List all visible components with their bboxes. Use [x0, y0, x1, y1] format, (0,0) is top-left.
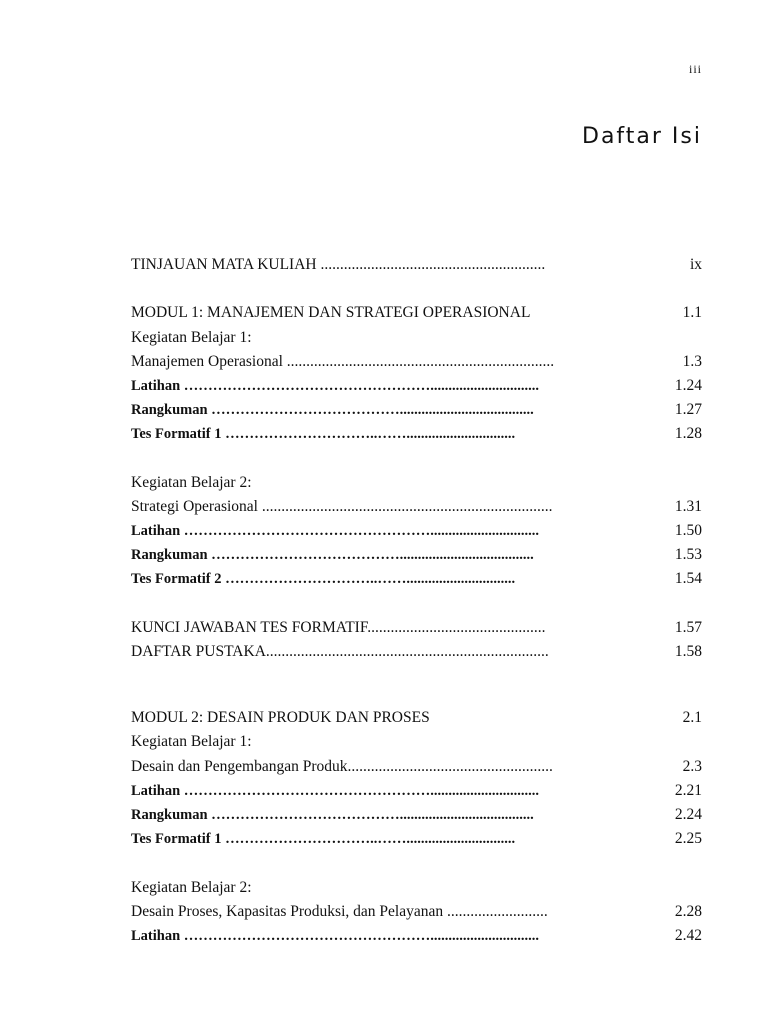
toc-entry-label: Latihan ……………………………………………..............................: [131, 377, 540, 394]
toc-entry-page: 2.21: [674, 781, 702, 799]
toc-entry-page: 2.25: [674, 830, 702, 848]
table-of-contents: [131, 253, 702, 948]
toc-entry-page: 1.53: [674, 546, 702, 564]
toc-entry-page: 2.1: [682, 709, 702, 727]
page-title: Daftar Isi: [582, 124, 702, 149]
toc-entry-label: Kegiatan Belajar 2:: [131, 473, 252, 491]
page-number: iii: [688, 62, 702, 76]
toc-entry-label: DAFTAR PUSTAKA.........................................................................: [131, 643, 549, 660]
toc-entry-page: 1.57: [674, 618, 702, 636]
toc-entry-page: 2.3: [682, 757, 702, 775]
toc-entry[interactable]: [131, 779, 702, 803]
toc-entry-label: Tes Formatif 1 …………………………..……..............................: [131, 831, 516, 848]
toc-entry[interactable]: [131, 900, 702, 924]
toc-entry-page: 1.58: [674, 643, 702, 660]
toc-spacer: [131, 851, 702, 875]
toc-entry[interactable]: [131, 730, 702, 754]
toc-entry[interactable]: [131, 755, 702, 779]
toc-spacer: [131, 664, 702, 706]
toc-spacer: [131, 447, 702, 471]
toc-entry[interactable]: [131, 326, 702, 350]
toc-entry-page: 1.50: [674, 522, 702, 540]
toc-entry-label: KUNCI JAWABAN TES FORMATIF..............................................: [131, 618, 546, 636]
toc-entry-label: TINJAUAN MATA KULIAH ..........................................................: [131, 256, 546, 273]
toc-entry-page: 1.1: [682, 304, 702, 322]
toc-entry-label: Kegiatan Belajar 2:: [131, 878, 252, 896]
toc-entry-label: Desain dan Pengembangan Produk.....................................................: [131, 757, 553, 775]
toc-entry-label: Latihan ……………………………………………..............................: [131, 927, 540, 944]
toc-entry-page: 2.24: [674, 805, 702, 823]
toc-entry-label: Strategi Operasional ...........................................................................: [131, 497, 553, 515]
toc-entry[interactable]: [131, 543, 702, 567]
toc-entry[interactable]: [131, 876, 702, 900]
toc-entry[interactable]: [131, 422, 702, 446]
toc-entry-label: Desain Proses, Kapasitas Produksi, dan Pelayanan ..........................: [131, 902, 548, 920]
toc-entry[interactable]: [131, 519, 702, 543]
toc-entry-label: Tes Formatif 2 …………………………..……..............................: [131, 571, 516, 588]
toc-entry-page: 1.31: [674, 497, 702, 515]
toc-entry-label: Rangkuman ………………………………….....................................: [131, 806, 534, 823]
toc-entry-label: Latihan ……………………………………………..............................: [131, 782, 540, 799]
toc-entry[interactable]: [131, 398, 702, 422]
toc-entry[interactable]: [131, 350, 702, 374]
toc-entry-page: 1.28: [674, 425, 702, 443]
toc-entry[interactable]: [131, 567, 702, 591]
toc-entry[interactable]: [131, 471, 702, 495]
toc-entry-page: 1.3: [682, 352, 702, 370]
toc-entry-label: MODUL 1: MANAJEMEN DAN STRATEGI OPERASIONAL: [131, 304, 531, 322]
toc-entry-page: 1.27: [674, 401, 702, 419]
toc-entry[interactable]: [131, 924, 702, 948]
toc-entry-label: Kegiatan Belajar 1:: [131, 733, 252, 751]
toc-entry-page: 1.54: [674, 570, 702, 588]
toc-entry-page: ix: [689, 256, 702, 273]
toc-entry[interactable]: [131, 640, 702, 664]
toc-entry-page: 2.28: [674, 902, 702, 920]
toc-entry[interactable]: [131, 803, 702, 827]
toc-entry-label: Rangkuman ………………………………….....................................: [131, 402, 534, 419]
toc-entry-page: 2.42: [674, 926, 702, 944]
toc-entry-label: Latihan ……………………………………………..............................: [131, 523, 540, 540]
toc-entry-label: MODUL 2: DESAIN PRODUK DAN PROSES: [131, 709, 430, 727]
toc-entry-label: Manajemen Operasional .....................................................................: [131, 352, 555, 370]
toc-entry[interactable]: [131, 706, 702, 730]
toc-entry[interactable]: [131, 301, 702, 325]
toc-entry-label: Tes Formatif 1 …………………………..……..............................: [131, 426, 516, 443]
toc-entry[interactable]: [131, 827, 702, 851]
toc-entry[interactable]: [131, 495, 702, 519]
toc-entry-label: Rangkuman ………………………………….....................................: [131, 547, 534, 564]
toc-entry-page: 1.24: [674, 376, 702, 394]
toc-spacer: [131, 592, 702, 616]
toc-spacer: [131, 277, 702, 301]
toc-entry[interactable]: [131, 374, 702, 398]
toc-entry[interactable]: [131, 616, 702, 640]
toc-entry-label: Kegiatan Belajar 1:: [131, 328, 252, 346]
toc-entry[interactable]: [131, 253, 702, 277]
